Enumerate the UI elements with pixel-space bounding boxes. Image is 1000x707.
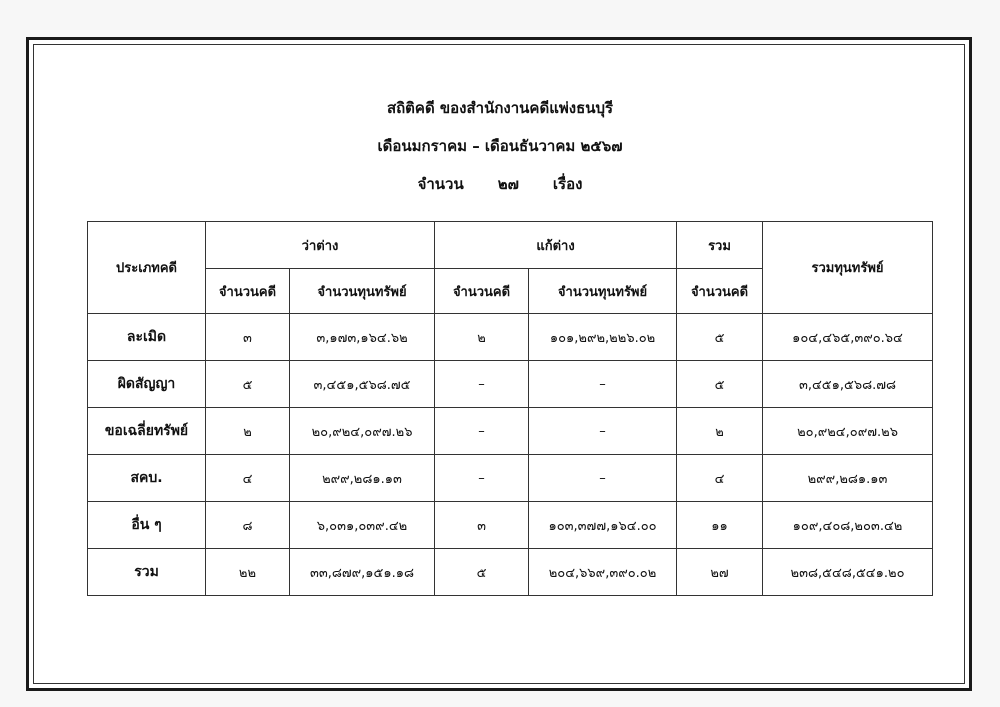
defendant-count-cell: – bbox=[435, 361, 529, 408]
plaintiff-count-cell: ๒๒ bbox=[206, 549, 290, 596]
defendant-count-cell: ๒ bbox=[435, 314, 529, 361]
plaintiff-assets-cell: ๖,๐๓๑,๐๓๙.๔๒ bbox=[290, 502, 435, 549]
count-unit: เรื่อง bbox=[552, 175, 583, 193]
total-assets-cell: ๑๐๔,๔๖๕,๓๙๐.๖๔ bbox=[763, 314, 933, 361]
case-type-cell: ละเมิด bbox=[88, 314, 206, 361]
case-type-cell: ขอเฉลี่ยทรัพย์ bbox=[88, 408, 206, 455]
total-count-cell: ๒๗ bbox=[677, 549, 763, 596]
header-total-count: จำนวนคดี bbox=[677, 269, 763, 314]
defendant-assets-cell: – bbox=[529, 408, 677, 455]
defendant-count-cell: – bbox=[435, 455, 529, 502]
count-label: จำนวน bbox=[417, 175, 464, 193]
plaintiff-assets-cell: ๓๓,๘๗๙,๑๕๑.๑๘ bbox=[290, 549, 435, 596]
table-row bbox=[88, 502, 933, 549]
defendant-count-cell: ๓ bbox=[435, 502, 529, 549]
total-count-cell: ๕ bbox=[677, 361, 763, 408]
case-type-cell: ผิดสัญญา bbox=[88, 361, 206, 408]
table-row-total bbox=[88, 549, 933, 596]
table-row bbox=[88, 455, 933, 502]
total-assets-cell: ๒๓๘,๕๔๘,๕๔๑.๒๐ bbox=[763, 549, 933, 596]
case-type-cell: สคบ. bbox=[88, 455, 206, 502]
header-case-type: ประเภทคดี bbox=[88, 222, 206, 314]
total-count-cell: ๔ bbox=[677, 455, 763, 502]
total-assets-cell: ๒๐,๙๒๔,๐๙๗.๒๖ bbox=[763, 408, 933, 455]
defendant-count-cell: – bbox=[435, 408, 529, 455]
plaintiff-assets-cell: ๒๐,๙๒๔,๐๙๗.๒๖ bbox=[290, 408, 435, 455]
defendant-assets-cell: ๒๐๔,๖๖๙,๓๙๐.๐๒ bbox=[529, 549, 677, 596]
header-plaintiff-count: จำนวนคดี bbox=[206, 269, 290, 314]
plaintiff-count-cell: ๔ bbox=[206, 455, 290, 502]
total-assets-cell: ๒๙๙,๒๘๑.๑๓ bbox=[763, 455, 933, 502]
plaintiff-assets-cell: ๓,๔๕๑,๕๖๘.๗๕ bbox=[290, 361, 435, 408]
defendant-assets-cell: – bbox=[529, 455, 677, 502]
case-type-cell: อื่น ๆ bbox=[88, 502, 206, 549]
header-defendant-count: จำนวนคดี bbox=[435, 269, 529, 314]
statistics-table bbox=[87, 221, 933, 596]
plaintiff-count-cell: ๕ bbox=[206, 361, 290, 408]
total-count-cell: ๒ bbox=[677, 408, 763, 455]
total-count-cell: ๑๑ bbox=[677, 502, 763, 549]
header-plaintiff-assets: จำนวนทุนทรัพย์ bbox=[290, 269, 435, 314]
total-assets-cell: ๓,๔๕๑,๕๖๘.๗๘ bbox=[763, 361, 933, 408]
defendant-count-cell: ๕ bbox=[435, 549, 529, 596]
header-total: รวม bbox=[677, 222, 763, 269]
table-row bbox=[88, 314, 933, 361]
table-row bbox=[88, 408, 933, 455]
case-type-cell: รวม bbox=[88, 549, 206, 596]
plaintiff-assets-cell: ๓,๑๗๓,๑๖๔.๖๒ bbox=[290, 314, 435, 361]
header-plaintiff: ว่าต่าง bbox=[206, 222, 435, 269]
total-count-cell: ๕ bbox=[677, 314, 763, 361]
document-case-count bbox=[0, 172, 1000, 196]
document-title: สถิติคดี ของสำนักงานคดีแพ่งธนบุรี bbox=[386, 99, 614, 117]
defendant-assets-cell: – bbox=[529, 361, 677, 408]
plaintiff-count-cell: ๘ bbox=[206, 502, 290, 549]
header-total-assets: รวมทุนทรัพย์ bbox=[763, 222, 933, 314]
defendant-assets-cell: ๑๐๓,๓๗๗,๑๖๔.๐๐ bbox=[529, 502, 677, 549]
header-defendant-assets: จำนวนทุนทรัพย์ bbox=[529, 269, 677, 314]
table-row bbox=[88, 361, 933, 408]
plaintiff-assets-cell: ๒๙๙,๒๘๑.๑๓ bbox=[290, 455, 435, 502]
document-period: เดือนมกราคม – เดือนธันวาคม ๒๕๖๗ bbox=[377, 137, 623, 155]
plaintiff-count-cell: ๓ bbox=[206, 314, 290, 361]
total-assets-cell: ๑๐๙,๔๐๘,๒๐๓.๔๒ bbox=[763, 502, 933, 549]
count-value: ๒๗ bbox=[497, 175, 519, 193]
header-defendant: แก้ต่าง bbox=[435, 222, 677, 269]
plaintiff-count-cell: ๒ bbox=[206, 408, 290, 455]
defendant-assets-cell: ๑๐๑,๒๙๒,๒๒๖.๐๒ bbox=[529, 314, 677, 361]
